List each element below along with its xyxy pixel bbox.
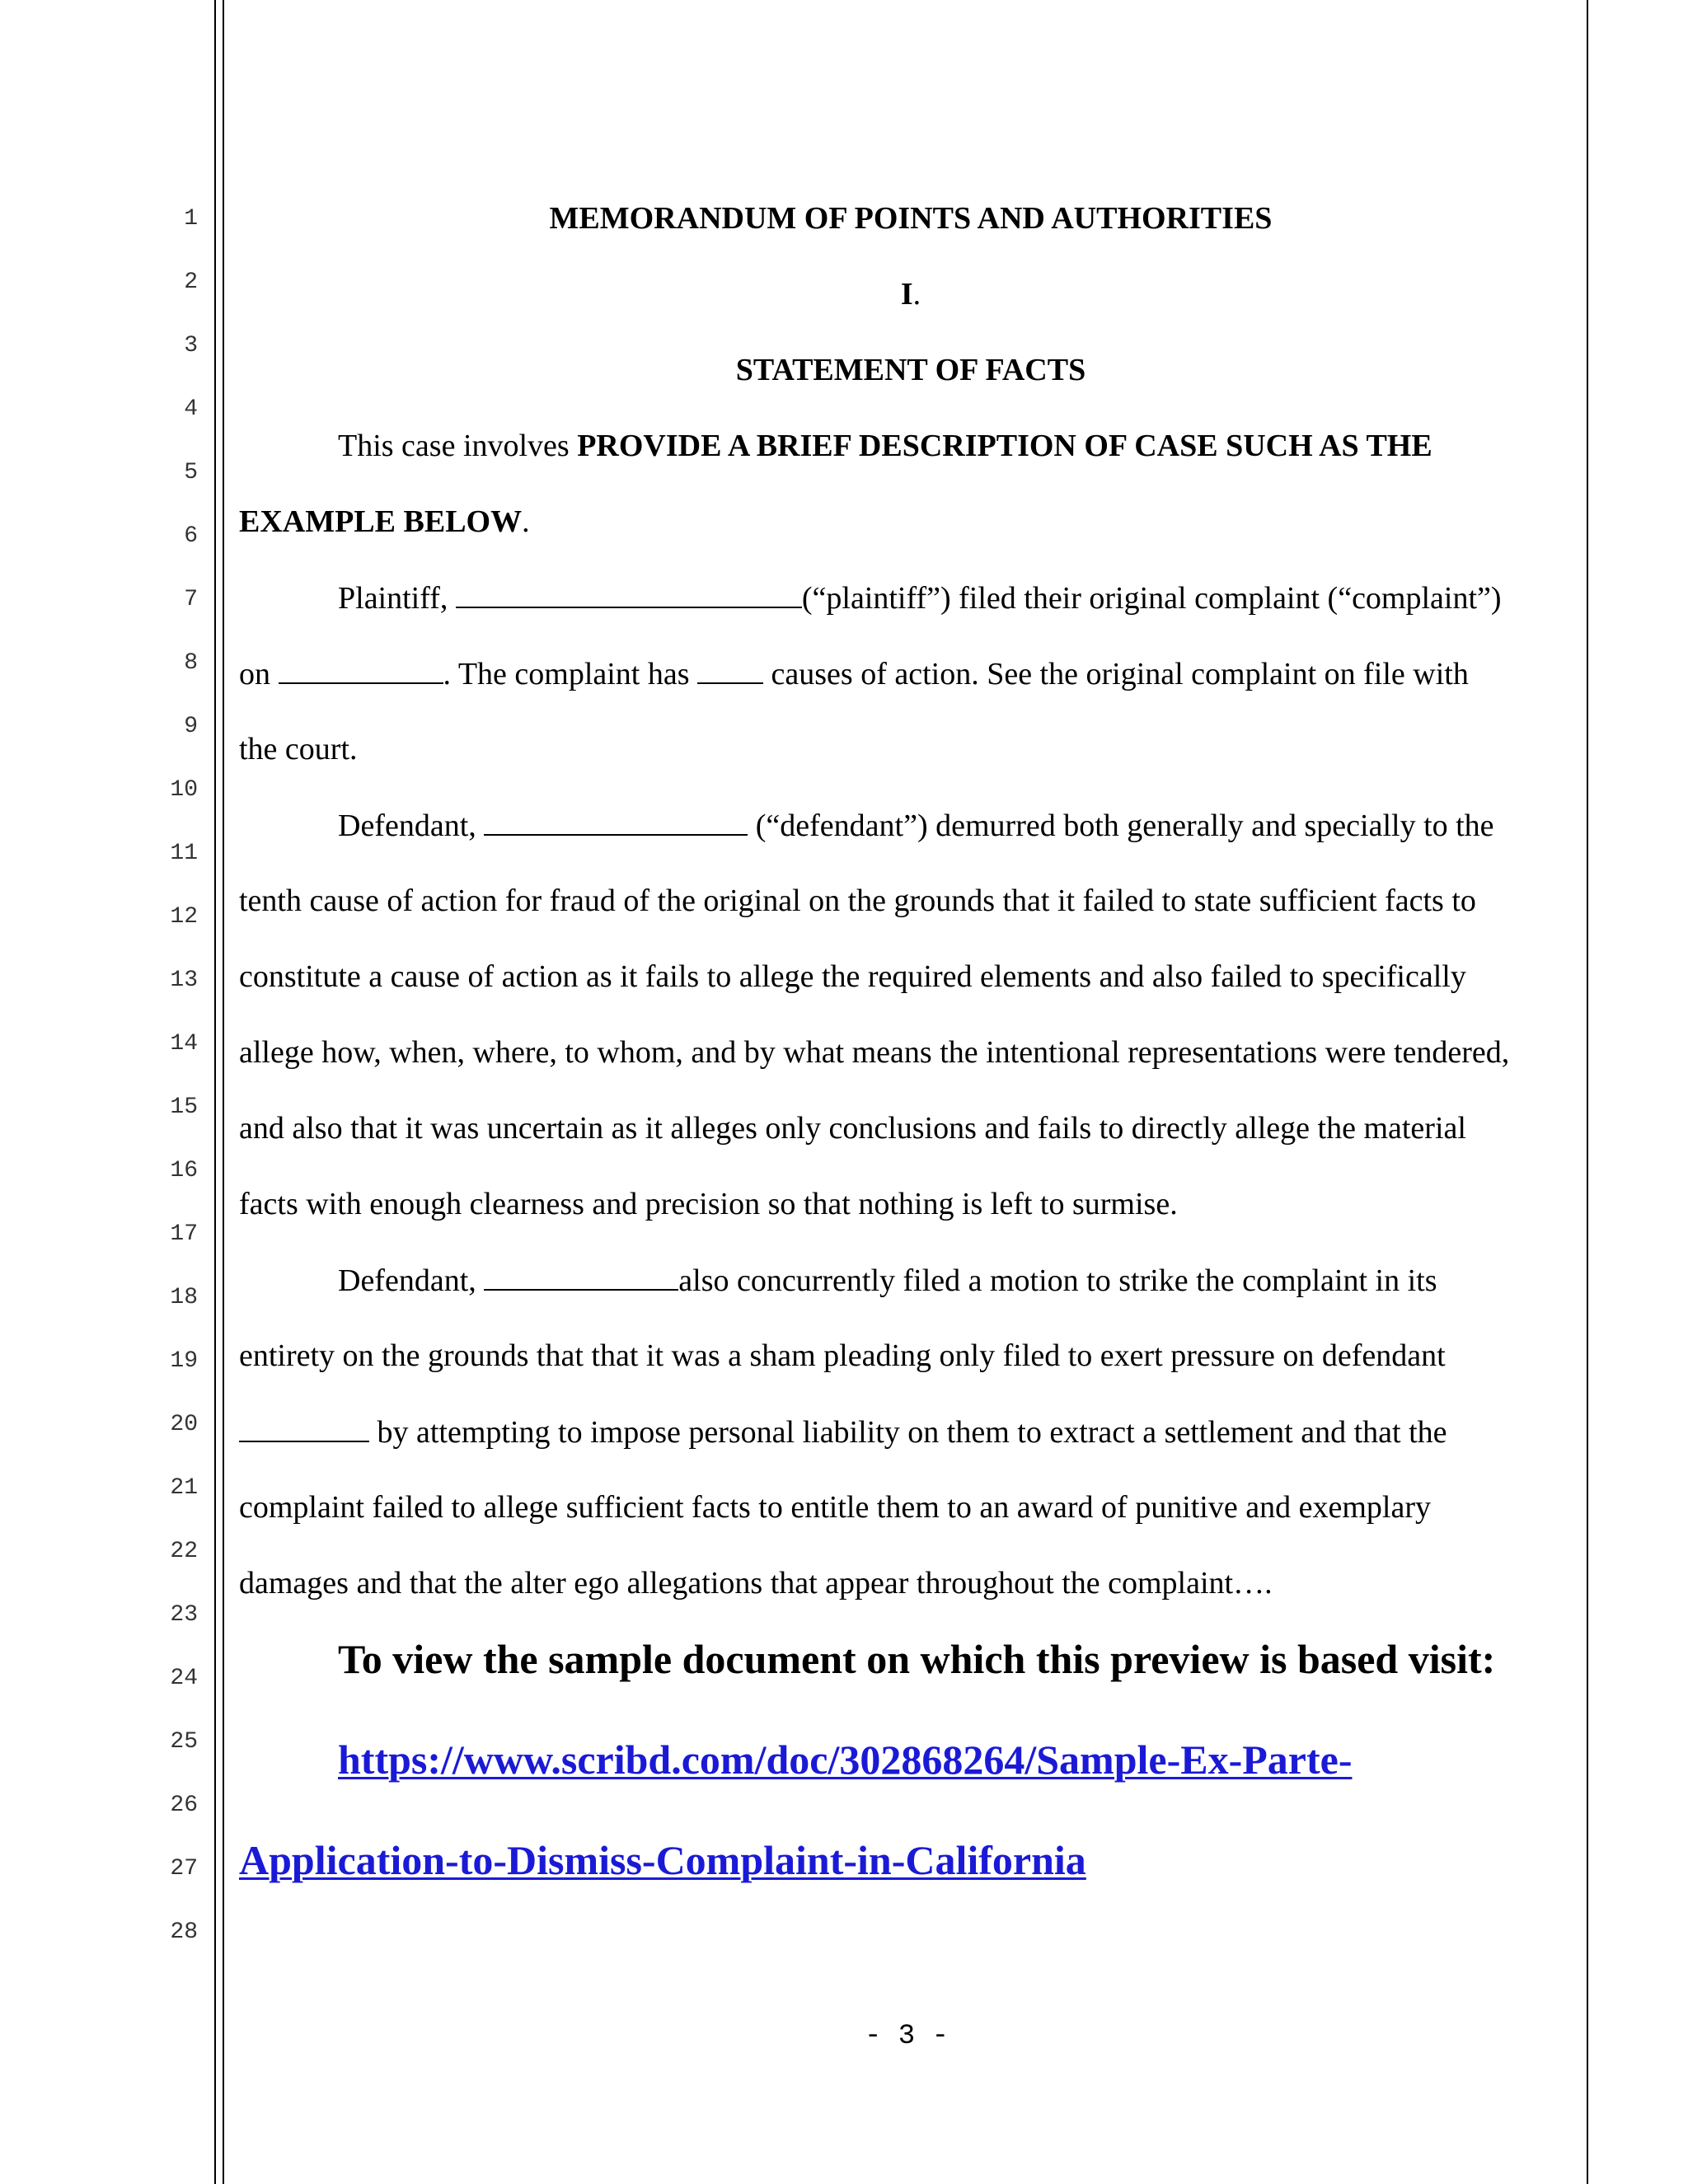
paragraph-2-text: (“plaintiff”) filed their original complaint (“complaint”)	[801, 581, 1502, 616]
paragraph-3-text: (“defendant”) demurred both generally and specially to the	[748, 808, 1494, 843]
line-numbers	[124, 0, 198, 2184]
paragraph-3-line-6: facts with enough clearness and precision so that nothing is left to surmise.	[239, 1187, 1178, 1221]
paragraph-2-text: . The complaint has	[443, 657, 698, 691]
line-number: 4	[184, 396, 198, 422]
line-number: 11	[170, 841, 198, 866]
line-number: 21	[170, 1475, 198, 1501]
line-number: 28	[170, 1919, 198, 1945]
paragraph-3-line-5: and also that it was uncertain as it alleges only conclusions and fails to directly allege the material	[239, 1111, 1466, 1146]
paragraph-4-line-1	[338, 1264, 1437, 1296]
line-number: 26	[170, 1793, 198, 1818]
paragraph-4-text: by attempting to impose personal liability on them to extract a settlement and that the	[369, 1415, 1447, 1450]
defendant-name-blank-2	[484, 1264, 678, 1291]
line-number: 1	[184, 206, 198, 232]
left-margin-rule-outer	[214, 0, 216, 2184]
line-number: 22	[170, 1539, 198, 1564]
section-period: .	[912, 277, 921, 312]
paragraph-4-line-3	[239, 1416, 1447, 1448]
line-number: 12	[170, 904, 198, 930]
line-number: 27	[170, 1856, 198, 1882]
line-number: 3	[184, 333, 198, 359]
causes-count-blank	[697, 658, 763, 684]
line-number: 8	[184, 650, 198, 676]
scribd-link-line-2[interactable]: Application-to-Dismiss-Complaint-in-California	[239, 1837, 1086, 1883]
scribd-link-line-1[interactable]: https://www.scribd.com/doc/302868264/Sample-Ex-Parte-	[338, 1736, 1353, 1783]
line-number: 24	[170, 1666, 198, 1691]
line-number: 14	[170, 1031, 198, 1057]
paragraph-1-line-1	[338, 430, 1432, 462]
line-number: 16	[170, 1158, 198, 1183]
paragraph-2-text: on	[239, 657, 279, 691]
paragraph-2-line-1	[338, 582, 1502, 614]
paragraph-3-line-4: allege how, when, where, to whom, and by what means the intentional representations were tendered,	[239, 1035, 1510, 1070]
line-number: 6	[184, 523, 198, 549]
paragraph-2-line-3: the court.	[239, 732, 358, 766]
paragraph-1-instruction-cont: EXAMPLE BELOW	[239, 504, 523, 539]
line-number: 10	[170, 777, 198, 803]
line-number: 17	[170, 1221, 198, 1247]
paragraph-3-line-1	[338, 809, 1494, 841]
left-margin-rule-inner	[223, 0, 224, 2184]
paragraph-2-text: causes of action. See the original complaint on file with	[763, 657, 1469, 691]
line-number: 5	[184, 460, 198, 485]
line-number: 23	[170, 1602, 198, 1628]
plaintiff-name-blank	[456, 582, 802, 608]
line-number: 25	[170, 1729, 198, 1755]
paragraph-4-text: also concurrently filed a motion to strike the complaint in its	[678, 1263, 1437, 1298]
line-number: 20	[170, 1412, 198, 1437]
line-number: 18	[170, 1285, 198, 1310]
filing-date-blank	[279, 658, 443, 684]
section-title: STATEMENT OF FACTS	[735, 353, 1086, 387]
line-number: 19	[170, 1348, 198, 1374]
paragraph-4-line-4: complaint failed to allege sufficient facts to entitle them to an award of punitive and exemplary	[239, 1490, 1431, 1525]
paragraph-4-line-2: entirety on the grounds that that it was a sham pleading only filed to exert pressure on defendant	[239, 1338, 1446, 1373]
line-number: 15	[170, 1094, 198, 1120]
page-number: - 3 -	[864, 2021, 950, 2052]
preview-notice: To view the sample document on which this preview is based visit:	[338, 1636, 1496, 1682]
paragraph-3-text: Defendant,	[338, 808, 485, 843]
paragraph-4-line-5: damages and that the alter ego allegations that appear throughout the complaint….	[239, 1566, 1273, 1601]
line-number: 13	[170, 968, 198, 993]
paragraph-4-text: Defendant,	[338, 1263, 485, 1298]
paragraph-3-line-2: tenth cause of action for fraud of the original on the grounds that it failed to state sufficient facts to	[239, 883, 1476, 918]
right-margin-rule	[1587, 0, 1588, 2184]
line-number: 2	[184, 269, 198, 295]
paragraph-2-text: Plaintiff,	[338, 581, 456, 616]
line-number: 7	[184, 587, 198, 612]
section-numeral: I	[900, 277, 913, 312]
section-number	[239, 279, 1582, 310]
paragraph-1-end: .	[522, 504, 530, 539]
paragraph-1-instruction: PROVIDE A BRIEF DESCRIPTION OF CASE SUCH AS THE	[577, 429, 1432, 463]
paragraph-1-line-2	[239, 506, 530, 537]
paragraph-3-line-3: constitute a cause of action as it fails to allege the required elements and also failed to specifically	[239, 959, 1466, 994]
paragraph-2-line-2	[239, 658, 1469, 690]
paragraph-1-lead: This case involves	[338, 429, 578, 463]
line-number: 9	[184, 714, 198, 739]
defendant-name-blank-3	[239, 1416, 369, 1442]
document-title: MEMORANDUM OF POINTS AND AUTHORITIES	[549, 201, 1273, 236]
defendant-name-blank	[484, 809, 748, 836]
